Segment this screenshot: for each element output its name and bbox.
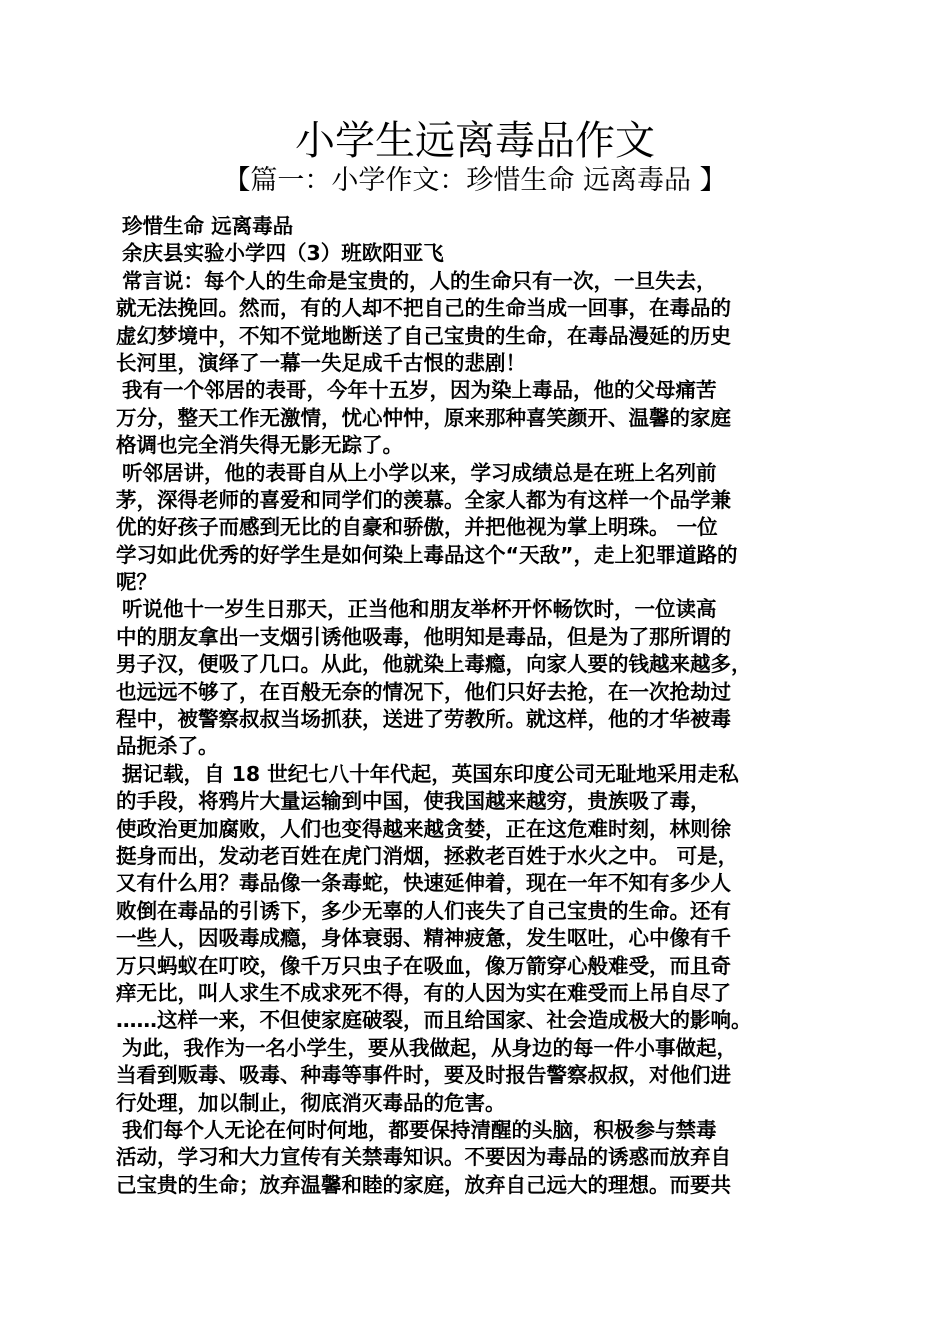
essay-line: 痒无比，叫人求生不成求死不得，有的人因为实在难受而上吊自尽了 [116, 980, 731, 1005]
essay-line: 为此，我作为一名小学生，要从我做起，从身边的每一件小事做起， [122, 1035, 737, 1060]
essay-line: 败倒在毒品的引诱下，多少无辜的人们丧失了自己宝贵的生命。还有 [116, 898, 731, 923]
essay-line: 珍惜生命 远离毒品 [122, 214, 294, 238]
essay-body [116, 213, 846, 1199]
essay-line: 行处理，加以制止，彻底消灭毒品的危害。 [116, 1090, 506, 1115]
essay-line: 茅，深得老师的喜爱和同学们的羡慕。全家人都为有这样一个品学兼 [116, 487, 731, 512]
essay-line: 的手段，将鸦片大量运输到中国，使我国越来越穷，贵族吸了毒， [116, 789, 711, 814]
essay-line: 万只蚂蚁在叮咬，像千万只虫子在吸血，像万箭穿心般难受，而且奇 [116, 953, 731, 978]
essay-line: 程中，被警察叔叔当场抓获，送进了劳教所。就这样，他的才华被毒 [116, 707, 731, 732]
essay-line: 中的朋友拿出一支烟引诱他吸毒，他明知是毒品，但是为了那所谓的 [116, 624, 731, 649]
essay-line: 听说他十一岁生日那天，正当他和朋友举杯开怀畅饮时，一位读高 [122, 597, 717, 622]
essay-line: 品扼杀了。 [116, 734, 219, 759]
essay-line: 一些人，因吸毒成瘾，身体衰弱、精神疲惫，发生呕吐，心中像有千 [116, 926, 731, 951]
essay-line: 虚幻梦境中，不知不觉地断送了自己宝贵的生命，在毒品漫延的历史 [116, 323, 731, 348]
essay-line: 优的好孩子而感到无比的自豪和骄傲，并把他视为掌上明珠。 一位 [116, 515, 718, 540]
essay-line: 学习如此优秀的好学生是如何染上毒品这个“天敌”，走上犯罪道路的 [116, 542, 738, 567]
essay-line: 听邻居讲，他的表哥自从上小学以来，学习成绩总是在班上名列前 [122, 460, 717, 485]
essay-line: 也远远不够了，在百般无奈的情况下，他们只好去抢，在一次抢劫过 [116, 679, 731, 704]
document-title: 小学生远离毒品作文 [295, 118, 655, 164]
essay-line: 就无法挽回。然而，有的人却不把自己的生命当成一回事，在毒品的 [116, 296, 731, 321]
essay-line: 万分，整天工作无激情，忧心忡忡，原来那种喜笑颜开、温馨的家庭 [116, 405, 731, 430]
essay-line: 挺身而出，发动老百姓在虎门消烟，拯救老百姓于水火之中。 可是， [116, 843, 739, 868]
essay-line: 活动，学习和大力宣传有关禁毒知识。不要因为毒品的诱惑而放弃自 [116, 1145, 731, 1170]
essay-line: 使政治更加腐败，人们也变得越来越贪婪，正在这危难时刻，林则徐 [116, 816, 731, 841]
essay-line: ……这样一来，不但使家庭破裂，而且给国家、社会造成极大的影响。 [116, 1008, 752, 1033]
essay-line: 据记载，自 18 世纪七八十年代起，英国东印度公司无耻地采用走私 [122, 761, 739, 786]
essay-line: 呢？ [116, 570, 157, 595]
essay-line: 格调也完全消失得无影无踪了。 [116, 433, 403, 458]
essay-line: 己宝贵的生命；放弃温馨和睦的家庭，放弃自己远大的理想。而要共 [116, 1172, 731, 1197]
essay-line: 当看到贩毒、吸毒、种毒等事件时，要及时报告警察叔叔，对他们进 [116, 1063, 731, 1088]
document-subtitle: 【篇一：小学作文：珍惜生命 远离毒品 】 [223, 165, 727, 196]
essay-line: 又有什么用？毒品像一条毒蛇，快速延伸着，现在一年不知有多少人 [116, 871, 731, 896]
essay-line: 常言说：每个人的生命是宝贵的，人的生命只有一次，一旦失去， [122, 268, 717, 293]
essay-line: 长河里，演绎了一幕一失足成千古恨的悲剧！ [116, 350, 526, 375]
essay-line: 男子汉，便吸了几口。从此，他就染上毒瘾，向家人要的钱越来越多， [116, 652, 752, 677]
essay-line: 我有一个邻居的表哥，今年十五岁，因为染上毒品，他的父母痛苦 [122, 378, 717, 403]
essay-line: 我们每个人无论在何时何地，都要保持清醒的头脑，积极参与禁毒 [122, 1117, 717, 1142]
essay-line: 余庆县实验小学四（3）班欧阳亚飞 [122, 241, 444, 266]
